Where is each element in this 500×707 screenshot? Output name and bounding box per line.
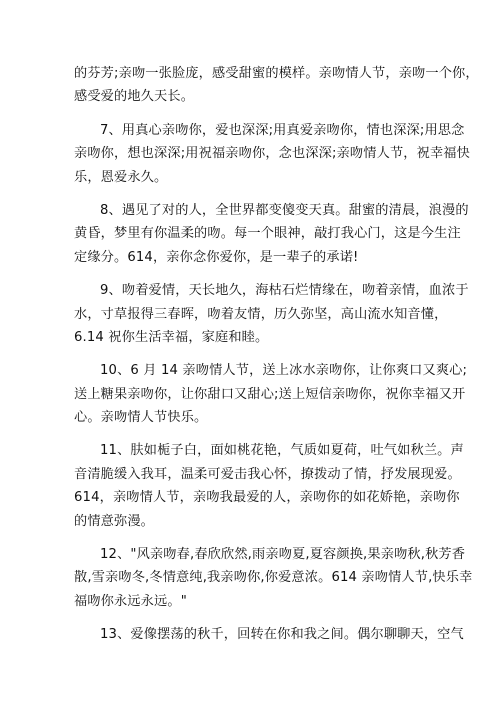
paragraph-8 xyxy=(74,199,469,269)
text-line: 11、肤如栀子白，面如桃花艳，气质如夏荷，吐气如秋兰。声 xyxy=(100,443,464,459)
paragraph-13 xyxy=(74,623,464,646)
paragraph-7 xyxy=(74,119,470,189)
text-line: 福吻你永远永远。" xyxy=(74,593,187,609)
text-line: 亲吻你，想也深深;用祝福亲吻你，念也深深;亲吻情人节，祝幸福快 xyxy=(74,146,470,162)
text-line: 的情意弥漫。 xyxy=(74,513,155,529)
text-line: 送上糖果亲吻你，让你甜口又甜心;送上短信亲吻你，祝你幸福又开 xyxy=(74,386,466,402)
text-line: 定缘分。614，亲你念你爱你，是一辈子的承诺! xyxy=(74,249,359,265)
text-line: 散,雪亲吻冬,冬情意纯,我亲吻你,你爱意浓。614 亲吻情人节,快乐幸 xyxy=(74,570,473,586)
text-line: 8、遇见了对的人，全世界都变傻变天真。甜蜜的清晨，浪漫的 xyxy=(100,202,469,218)
text-line: 6.14 祝你生活幸福，家庭和睦。 xyxy=(74,329,269,345)
text-line: 7、用真心亲吻你，爱也深深;用真爱亲吻你，情也深深;用思念 xyxy=(100,122,465,138)
text-line: 音清脆缓入我耳，温柔可爱击我心怀，撩拨动了情，抒发展现爱。 xyxy=(74,466,461,482)
paragraph-12 xyxy=(74,543,473,613)
text-line: 614，亲吻情人节，亲吻我最爱的人，亲吻你的如花娇艳，亲吻你 xyxy=(74,490,460,506)
paragraph-11 xyxy=(74,439,464,533)
text-line: 感受爱的地久天长。 xyxy=(74,89,195,105)
paragraph-6-continuation xyxy=(74,62,479,109)
paragraph-10 xyxy=(74,359,468,429)
text-line: 水，寸草报得三春晖，吻着友情，历久弥坚，高山流水知音懂， xyxy=(74,306,448,322)
text-line: 乐，恩爱永久。 xyxy=(74,169,168,185)
document-body xyxy=(74,62,479,657)
text-line: 9、吻着爱情，天长地久，海枯石烂情缘在，吻着亲情，血浓于 xyxy=(100,283,469,299)
text-line: 黄昏，梦里有你温柔的吻。每一个眼神，敲打我心门，这是今生注 xyxy=(74,226,461,242)
paragraph-9 xyxy=(74,279,469,349)
text-line: 心。亲吻情人节快乐。 xyxy=(74,410,208,426)
text-line: 13、爱像摆荡的秋千，回转在你和我之间。偶尔聊聊天，空气 xyxy=(100,627,464,643)
text-line: 10、6 月 14 亲吻情人节，送上冰水亲吻你，让你爽口又爽心; xyxy=(100,363,468,379)
text-line: 12、"风亲吻春,春欣欣然,雨亲吻夏,夏容颜换,果亲吻秋,秋芳香 xyxy=(100,547,466,563)
text-line: 的芬芳;亲吻一张脸庞，感受甜蜜的模样。亲吻情人节，亲吻一个你， xyxy=(74,66,479,81)
